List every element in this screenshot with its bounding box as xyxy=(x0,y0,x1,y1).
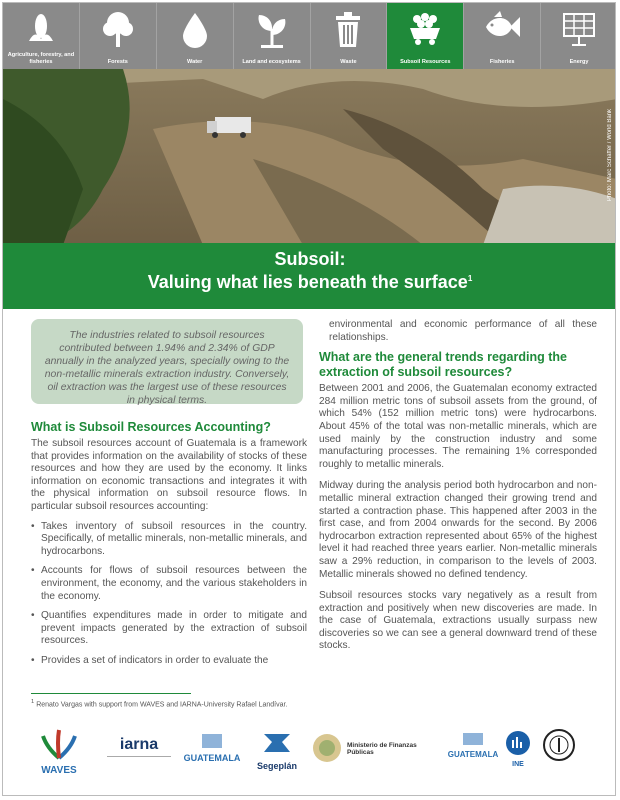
nav-label: Fisheries xyxy=(489,58,515,65)
nav-label: Subsoil Resources xyxy=(400,58,451,65)
nav-label: Land and ecosystems xyxy=(242,58,301,65)
page-subtitle: Valuing what lies beneath the surface$^1$ xyxy=(147,272,473,292)
coat-of-arms-logo xyxy=(309,728,345,773)
quarry-illustration xyxy=(3,69,616,245)
nav-label: Forests xyxy=(107,58,128,65)
nav-item-subsoil[interactable] xyxy=(387,3,464,69)
minfin-logo: Ministerio de Finanzas Públicas xyxy=(347,742,417,756)
nav-item-forests[interactable] xyxy=(80,3,157,69)
fish-icon xyxy=(482,11,522,43)
solar-panel-icon xyxy=(561,11,597,47)
nav-label: Water xyxy=(187,58,203,65)
water-drop-icon xyxy=(180,11,210,49)
photo-credit: Photo: Marc Schaffer / World Bank xyxy=(607,109,613,202)
paragraph: Subsoil resources stocks vary negatively as a result from extraction and positively when new discoveries are made. In the case of Guatemala, extractions usually surpass new discoveries so we can see a general downward trend of these stocks. xyxy=(319,590,597,652)
trash-can-icon xyxy=(333,11,363,49)
nav-item-fisheries[interactable] xyxy=(464,3,541,69)
nav-item-water[interactable] xyxy=(157,3,234,69)
segeplan-logo: Segeplán xyxy=(249,730,305,771)
footnote-divider xyxy=(31,693,191,694)
tree-icon xyxy=(101,11,135,49)
plant-icon xyxy=(253,11,291,49)
section-heading: What are the general trends regarding the extraction of subsoil resources? xyxy=(319,350,567,380)
footnote: $^1$ Renato Vargas with support from WAVES and IARNA-University Rafael Landívar. xyxy=(31,699,288,709)
guatemala-2-logo: GUATEMALA xyxy=(443,732,503,759)
partner-logos xyxy=(23,728,603,788)
left-column xyxy=(31,319,307,668)
list-item: • Provides a set of indicators in order to evaluate the xyxy=(31,655,307,668)
nav-item-agriculture[interactable] xyxy=(3,3,80,69)
iarna-logo: iarna xyxy=(107,736,171,769)
list-item: • Takes inventory of subsoil resources in the country. Specifically, of metallic minerals, non-metallic minerals, and hydrocarbons. xyxy=(31,521,307,559)
highlight-callout: The industries related to subsoil resources contributed between 1.94% and 2.34% of GDP annually in the analyzed years, specially owing to the non-metallic minerals extraction industry. Conversely, oil extraction was the largest use of these resources in physical terms. xyxy=(31,319,303,404)
document-page xyxy=(2,2,616,796)
guatemala-logo: GUATEMALA xyxy=(179,734,245,763)
nav-item-waste[interactable] xyxy=(311,3,388,69)
paragraph: The subsoil resources account of Guatemala is a framework that provides information on the availability of stocks of these resources and how they are used by the economy. It links information on economic transactions and integrates it with the physical information on subsoil resource flows. In particular subsoil resources accounting: xyxy=(31,438,307,512)
mine-cart-icon xyxy=(407,11,443,47)
sector-nav xyxy=(3,3,616,69)
corn-icon xyxy=(23,11,59,45)
page-title: Subsoil: xyxy=(274,249,346,269)
right-column xyxy=(319,319,597,653)
university-seal-logo xyxy=(541,728,577,767)
list-item: • Accounts for flows of subsoil resources between the environment, the economy, and the various stakeholders in the economy. xyxy=(31,565,307,603)
title-band xyxy=(3,243,616,309)
paragraph: Midway during the analysis period both hydrocarbon and non-metallic mineral extraction changed their growing trend and started a contraction phase. This happened after 2003 in the first case, and from 2004 onwards for the second. By 2006 hydrocarbon extraction represented about 65% of the highest level it had reached three years earlier. Non-metallic minerals saw a 29% reduction, in comparison to the levels of 2003. Metallic minerals showed no defined tendency. xyxy=(319,480,597,580)
hero-photo xyxy=(3,69,616,245)
nav-item-energy[interactable] xyxy=(541,3,616,69)
paragraph: environmental and economic performance of all these relationships. xyxy=(329,319,597,343)
list-item: • Quantifies expenditures made in order to mitigate and prevent impacts generated by the extraction of subsoil resources. xyxy=(31,610,307,648)
waves-logo: WAVES xyxy=(29,728,89,776)
ine-logo: INE xyxy=(503,730,533,768)
nav-label: Energy xyxy=(569,58,589,65)
nav-label: Waste xyxy=(340,58,357,65)
paragraph: Between 2001 and 2006, the Guatemalan economy extracted 284 million metric tons of subsoil assets from the ground, of which 54% (152 million metric tons) were hydrocarbons. About 45% of the total was non-metallic minerals, which are used mainly by the construction industry and some manufacturing processes. The remaining 1% corresponded roughly to metallic minerals. xyxy=(319,383,597,470)
section-heading: What is Subsoil Resources Accounting? xyxy=(31,420,271,434)
footnote-mark: 1 xyxy=(467,274,473,283)
nav-label: Agriculture, forestry, and fisheries xyxy=(7,52,75,65)
bullet-list xyxy=(31,521,307,668)
nav-item-land[interactable] xyxy=(234,3,311,69)
